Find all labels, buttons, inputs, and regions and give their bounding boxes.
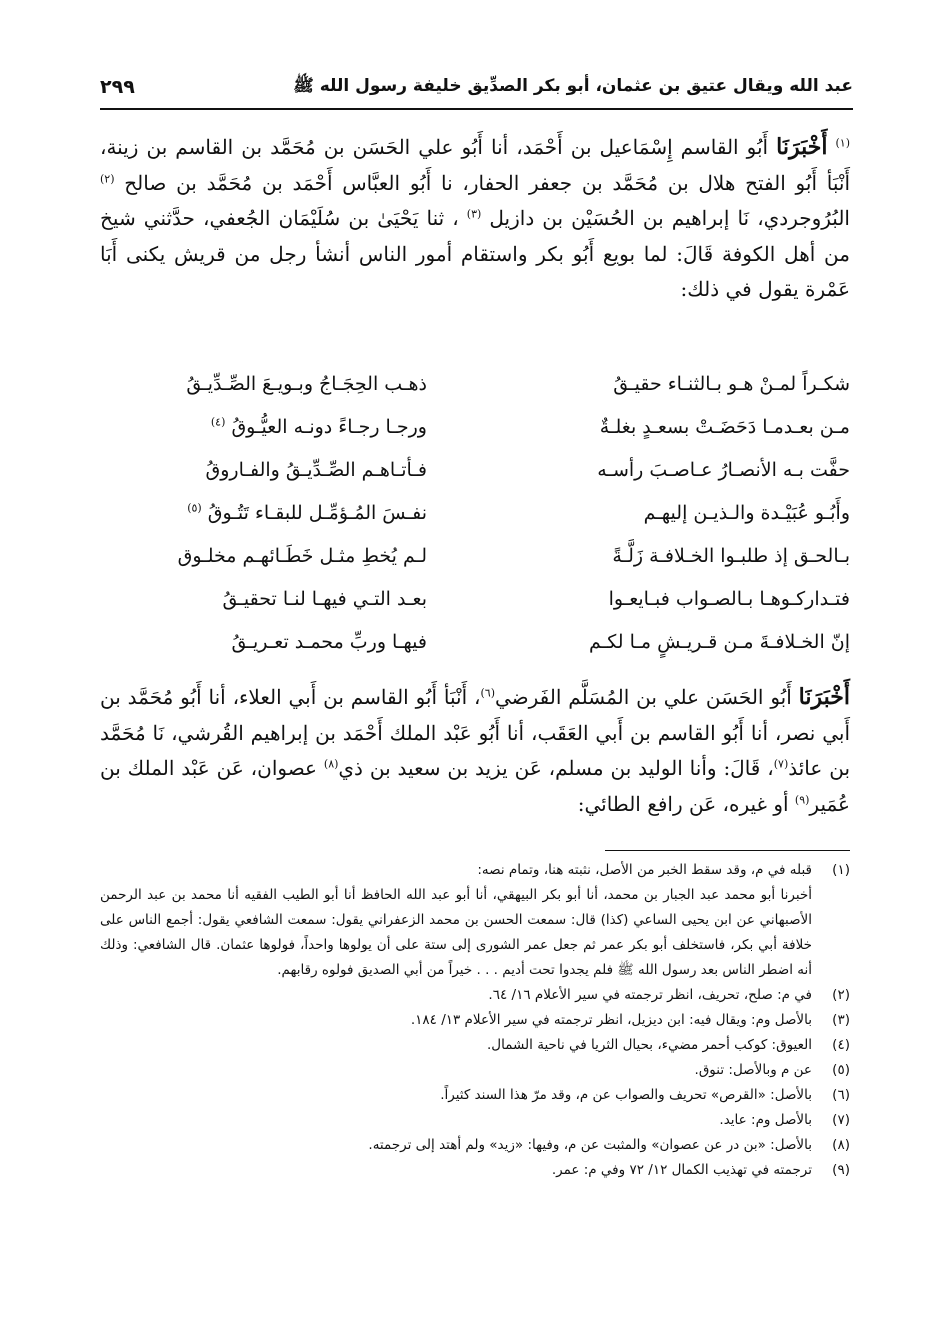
paragraph-text: البُرُوجردي، نَا إبراهيم بن الحُسَيْن بن دازيل <box>489 206 850 230</box>
poem-verse <box>100 620 850 663</box>
footnote-divider <box>605 850 850 851</box>
footnote-text: بالأصل وم: عايد. <box>719 1112 812 1128</box>
footnote-ref[interactable]: (٩) <box>794 792 810 806</box>
footnote-ref[interactable]: (٦) <box>480 686 495 700</box>
poem-verse <box>100 405 850 448</box>
verse-second-hemistich <box>100 545 475 567</box>
footnote-item <box>100 1033 850 1058</box>
verse-text: فـأتـاهـم الصِّـدِّيـقُ والفـاروقُ <box>205 458 427 481</box>
footnote-text: العيوق: كوكب أحمر مضيء، بحيال الثريا في ناحية الشمال. <box>487 1037 812 1053</box>
verse-second-hemistich <box>100 459 475 481</box>
header-divider <box>100 108 853 110</box>
verse-first-hemistich: مـن بعـدمـا دَحَضَـتْ بسعـدٍ بغلـةٌ <box>599 415 850 438</box>
footnote-item <box>100 1133 850 1158</box>
verse-text: بعـد التـي فيهـا لنـا تحقيـقُ <box>222 587 427 610</box>
footnote-ref[interactable]: (٨) <box>323 757 339 771</box>
header-title: عبد الله ويقال عتيق بن عثمان، أبو بكر الصدِّيق خليفة رسول الله ﷺ <box>293 75 853 96</box>
footnote-text: بالأصل: «بن در عن عصوان» والمثبت عن م، وفيها: «زيد» ولم أهتد إلى ترجمته. <box>368 1137 812 1153</box>
page-number: ٢٩٩ <box>100 76 135 98</box>
footnote-ref[interactable]: (٧) <box>773 757 789 771</box>
poem-verse <box>100 577 850 620</box>
footnote-item <box>100 1008 850 1033</box>
paragraph-text: عصوان، عَن عَبْد الملك بن عُمَير <box>100 756 850 816</box>
verse-second-hemistich <box>100 588 475 610</box>
verse-first-hemistich: حفَّت بـه الأنصـارُ عـاصـبَ رأسـه <box>597 458 850 481</box>
verse-text: لـم يُخطِ مثـل خَطَـائهـم مخلـوق <box>177 544 427 567</box>
footnote-text: في م: صلح، تحريف، انظر ترجمته في سير الأعلام ١٦/ ٦٤. <box>488 987 812 1003</box>
footnote-item <box>100 858 850 983</box>
main-paragraph-1 <box>100 130 850 308</box>
footnote-ref[interactable]: (٤) <box>210 415 226 429</box>
paragraph-text: أو غيره، عَن رافع الطائي: <box>577 791 789 816</box>
poem-verse <box>100 362 850 405</box>
verse-first-hemistich: إنّ الخـلافـةَ مـن قـريـشٍ مـا لكـم <box>589 630 850 653</box>
paragraph-text: ، ثنا يَحْيَىٰ بن سُلَيْمَان الجُعفي، حدَّثني شيخ من أهل الكوفة قَالَ: لما بويع أَبُو بكر واستقام أمور الناس أنشأ رجل من قريش يكنى أَبَا عَمْرة يقول في ذلك: <box>100 206 850 301</box>
footnote-text <box>100 858 812 983</box>
footnote-ref[interactable]: (٥) <box>187 501 202 515</box>
paragraph-lead-word: أَخْبَرَنَا <box>798 684 850 710</box>
footnote-item <box>100 1083 850 1108</box>
footnote-number: (١) <box>832 862 850 878</box>
footnote-number: (٢) <box>832 987 850 1003</box>
paragraph-text: أَبُو القاسم إِسْمَاعيل بن أَحْمَد، أنا أَبُو علي الحَسَن بن مُحَمَّد بن القاسم بن زينة، أَنْبَأ أَبُو الفتح هلال بن مُحَمَّد بن جعفر الحفار، نا أَبُو العبَّاس أَحْمَد بن مُحَمَّد بن صالح <box>100 135 850 195</box>
footnote-number: (٨) <box>832 1137 850 1153</box>
verse-first-hemistich: بـالحـق إذ طلبـوا الخـلافـة زَلَّـةً <box>612 544 850 567</box>
footnotes <box>100 858 850 1183</box>
verse-first-hemistich: وأَبُـو عُبَيْـدة والـذيـن إليهـم <box>643 501 850 524</box>
footnote-number: (٩) <box>832 1162 850 1178</box>
verse-second-hemistich <box>100 502 475 524</box>
footnote-ref[interactable]: (١) <box>835 136 850 150</box>
footnote-text: بالأصل وم: ويقال فيه: ابن ديزيل، انظر ترجمته في سير الأعلام ١٣/ ١٨٤. <box>410 1012 812 1028</box>
verse-text: ذهـب الحِجَـاجُ وبـويـعَ الصِّـدِّيـقُ <box>186 372 427 395</box>
running-header <box>100 66 853 108</box>
footnote-number: (٥) <box>832 1062 850 1078</box>
poem-verse <box>100 491 850 534</box>
verse-text: ورجـا رجـاءً دونـه العيُّـوقُ <box>231 415 427 438</box>
paragraph-lead-word: أَخْبَرَنَا <box>776 134 828 160</box>
footnote-item <box>100 1158 850 1183</box>
main-paragraph-2 <box>100 680 850 822</box>
verse-second-hemistich <box>100 416 475 438</box>
poem <box>100 362 850 663</box>
poem-verse <box>100 448 850 491</box>
footnote-text: ترجمته في تهذيب الكمال ١٢/ ٧٢ وفي م: عمر. <box>551 1162 812 1178</box>
footnote-item <box>100 983 850 1008</box>
footnote-number: (٧) <box>832 1112 850 1128</box>
paragraph-text: ، أَنْبَأ أَبُو القاسم بن أَبي العلاء، أنا أَبُو مُحَمَّد بن أَبي نصر، أنا أَبُو القاسم بن أَبي العَقَب، أنا أَبُو عَبْد الملك أَحْمَد بن إبراهيم القُرشي، نَا مُحَمَّد بن عائذ <box>100 685 851 780</box>
verse-first-hemistich: فتـداركـوهـا بـالصـواب فبـايعـوا <box>608 587 850 610</box>
footnote-ref[interactable]: (٢) <box>100 171 115 185</box>
verse-first-hemistich: شكـراً لمـنْ هـو بـالثنـاء حقيـقُ <box>613 372 850 395</box>
paragraph-text: أَبُو الحَسَن علي بن المُسَلَّم الفَرضي <box>494 685 792 709</box>
footnote-number: (٤) <box>832 1037 850 1053</box>
footnote-number: (٣) <box>832 1012 850 1028</box>
footnote-item <box>100 1108 850 1133</box>
paragraph-text: ، قَالَ: وأنا الوليد بن مسلم، عَن يزيد بن سعيد بن ذي <box>338 756 774 780</box>
verse-text: نفـسَ المُـؤمِّـل للبقـاء تَتُـوقُ <box>207 501 427 524</box>
footnote-line: قبله في م، وقد سقط الخبر من الأصل، نثبته هنا، وتمام نصه: <box>477 862 812 878</box>
footnote-item <box>100 1058 850 1083</box>
footnote-ref[interactable]: (٣) <box>466 207 482 221</box>
footnote-line: أخبرنا أبو محمد عبد الجبار بن محمد، أنا أبو بكر البيهقي، أنا أبو عبد الله الحافظ أنا أبو الطيب الفقيه أنا محمد بن عبد الرحمن الأصبهاني عن ابن يحيى الساعي (كذا) قال: سمعت الحسن بن محمد الزعفراني يقول: سمعت الشافعي يقول: أجمع الناس على خلافة أبي بكر، فاستخلف أبو بكر عمر ثم جعل عمر الشورى إلى ستة على أن يولوها واحداً، فولوها عثمان. قال الشافعي: وذلك أنه اضطر الناس بعد رسول الله ﷺ فلم يجدوا تحت أديم . . . خيراً من أبي الصديق فولوه رقابهم. <box>100 887 812 978</box>
footnote-number: (٦) <box>832 1087 850 1103</box>
footnote-text: بالأصل: «القرص» تحريف والصواب عن م، وقد مرّ هذا السند كثيراً. <box>440 1087 812 1103</box>
footnote-text: عن م وبالأصل: تنوق. <box>694 1062 812 1078</box>
poem-verse <box>100 534 850 577</box>
verse-second-hemistich <box>100 373 475 395</box>
verse-text: فيهـا وربِّ محمـد تعـريـقُ <box>231 630 427 653</box>
verse-second-hemistich <box>100 631 475 653</box>
